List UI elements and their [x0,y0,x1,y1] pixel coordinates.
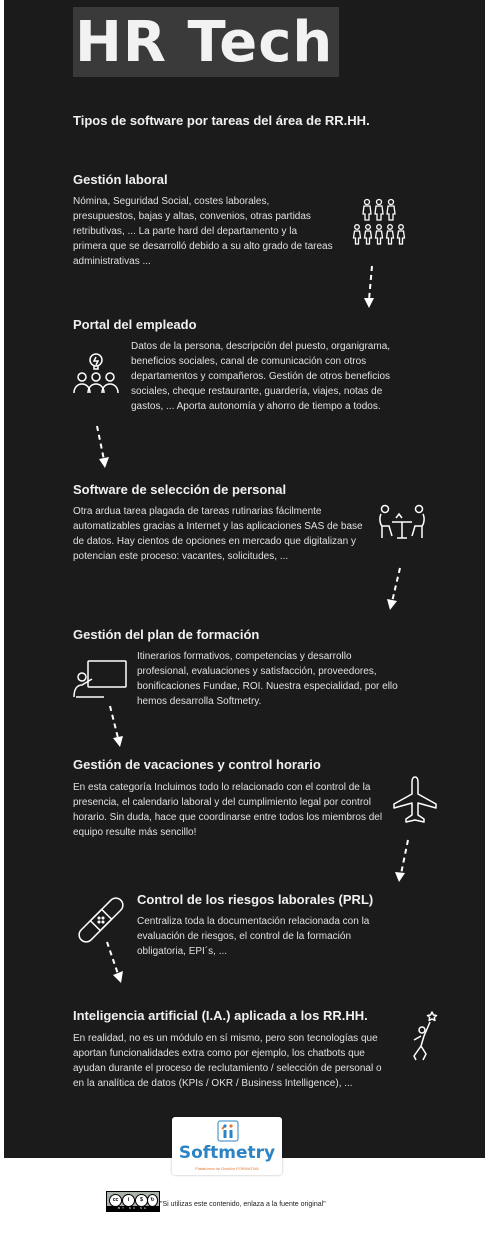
dashed-arrow-icon [93,424,113,470]
airplane-icon [391,775,439,827]
by-icon: i [122,1194,135,1207]
bandage-icon [76,895,126,945]
dashed-arrow-icon [360,264,380,310]
logo-wordmark: Softmetry [178,1143,276,1163]
nc-icon: $ [135,1194,148,1207]
section-text-plan-formacion: Itinerarios formativos, competencias y desarrollo profesional, evaluaciones y satisfacción, proveedores, bonificaciones Fundae, ROI. Nuestra especialidad, por ello hemos desarrolla Softmetry. [137,651,398,707]
dashed-arrow-icon [384,566,404,612]
section-text-gestion-laboral: Nómina, Seguridad Social, costes laborales, presupuestos, bajas y altas, convenios, otras partidas retributivas, ... La parte hard del departamento y la primera que se desarrolló debido a su alto grado de tareas administrativas ... [73,196,333,267]
cc-icon: cc [109,1194,122,1207]
section-text-seleccion-personal: Otra ardua tarea plagada de tareas rutinarias fácilmente automatizables gracias a Internet y las aplicaciones SAS de base de datos. Hay cientos de opciones en mercado que digitalizan y potencian este proceso: vacantes, solicitudes, ... [73,506,363,562]
dashed-arrow-icon [104,940,128,986]
section-text-portal-empleado: Datos de la persona, descripción del puesto, organigrama, beneficios sociales, canal de comunicación con otros departamentos y compañeros. Gestión de otros beneficios sociales, cheque restaurante, guardería, viajes, notas de gastos, ... Aporta autonomía y ahorro de tiempo a todos. [131,341,391,412]
people-group-icon [352,197,408,249]
dashed-arrow-icon [392,838,412,884]
team-idea-icon [72,351,120,397]
section-text-vacaciones: En esta categoría Incluimos todo lo relacionado con el control de la presencia, el calendario laboral y del cumplimiento legal por control horario. Sin duda, hace que coordinarse entre todos los miembros del equipo resulte más sencillo! [73,782,383,838]
star-reach-icon [406,1010,440,1064]
logo-tagline: Plataforma de Gestión FORMATIVA [195,1166,259,1171]
page-subtitle: Tipos de software por tareas del área de RR.HH. [73,113,370,128]
section-title-plan-formacion: Gestión del plan de formación [73,627,260,642]
page-title: HR Tech [75,10,334,75]
section-text-riesgos-laborales: Centraliza toda la documentación relacionada con la evaluación de riesgos, el control de la formación obligatoria, EPI´s, ... [137,916,370,957]
section-title-gestion-laboral: Gestión laboral [73,172,168,187]
interview-icon [378,504,426,540]
section-title-seleccion-personal: Software de selección de personal [73,482,287,497]
license-strip: BY NC SA [107,1206,159,1211]
creative-commons-badge[interactable] [106,1191,160,1212]
section-text-inteligencia-artificial: En realidad, no es un módulo en sí mismo, pero son tecnologías que aportan funcionalidades extra como por ejemplo, los chatbots que ayudan durante el proceso de reclutamiento / selección de personal o en la analítica de datos (KPIs / OKR / Business Intelligence), ... [73,1033,382,1089]
attribution-text: "Si utilizas este contenido, enlaza a la fuente original" [160,1201,326,1208]
dashed-arrow-icon [106,704,126,750]
softmetry-logo [172,1117,282,1175]
presentation-icon [72,659,128,699]
section-title-riesgos-laborales: Control de los riesgos laborales (PRL) [137,892,374,907]
section-title-vacaciones: Gestión de vacaciones y control horario [73,757,321,772]
sa-icon: ↻ [147,1194,158,1207]
section-title-portal-empleado: Portal del empleado [73,317,197,332]
section-title-inteligencia-artificial: Inteligencia artificial (I.A.) aplicada a los RR.HH. [73,1008,368,1023]
